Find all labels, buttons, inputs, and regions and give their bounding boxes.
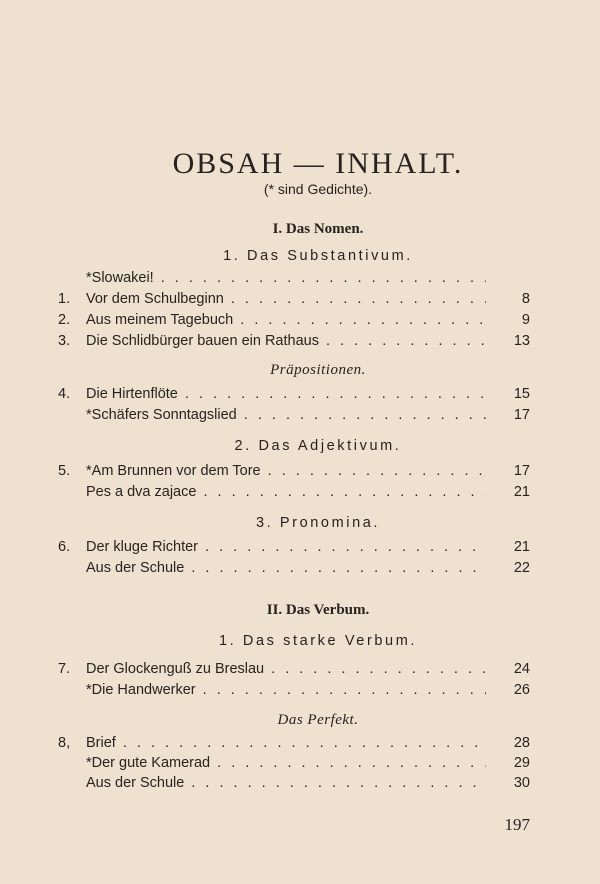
section-heading: 1. Das starke Verbum. <box>218 633 418 649</box>
entry-title: Brief . . . <box>86 733 486 753</box>
toc-entry <box>58 310 530 330</box>
section-heading: Das Perfekt. <box>277 712 359 728</box>
entry-title: Vor dem Schulbeginn . . . <box>86 289 486 309</box>
entry-page: 9 <box>521 312 530 328</box>
section-heading: Präpositionen. <box>270 362 366 378</box>
toc-entry <box>58 461 530 481</box>
toc-entry <box>58 482 530 502</box>
entry-number: 7. <box>58 661 71 677</box>
toc-entry <box>58 680 530 700</box>
entry-title: Der Glockenguß zu Breslau . . . <box>86 659 486 679</box>
toc-entry <box>58 405 530 425</box>
toc-entry <box>58 331 530 351</box>
toc-entry <box>58 289 530 309</box>
entry-page: 21 <box>513 484 530 500</box>
page-title: OBSAH — INHALT. <box>172 147 464 180</box>
toc-entry <box>58 659 530 679</box>
toc-entry <box>58 558 530 578</box>
entry-number: 2. <box>58 312 71 328</box>
entry-page: 13 <box>513 333 530 349</box>
entry-page: 21 <box>513 539 530 555</box>
entry-page: 8 <box>521 291 530 307</box>
entry-number: 5. <box>58 463 71 479</box>
toc-entry <box>58 733 530 753</box>
toc-entry <box>58 268 530 288</box>
entry-number: 8, <box>58 735 71 751</box>
entry-title: Die Hirtenflöte . . . <box>86 384 486 404</box>
section-heading: 2. Das Adjektivum. <box>234 438 402 454</box>
entry-page: 29 <box>513 755 530 771</box>
entry-title: *Der gute Kamerad . . . <box>86 753 486 773</box>
entry-page: 17 <box>513 407 530 423</box>
entry-number: 3. <box>58 333 71 349</box>
entry-page: 22 <box>513 560 530 576</box>
entry-number: 1. <box>58 291 71 307</box>
toc-entry <box>58 384 530 404</box>
page-subtitle: (* sind Gedichte). <box>263 181 373 197</box>
entry-title: Pes a dva zajace . . . <box>86 482 486 502</box>
entry-title: *Die Handwerker . . . <box>86 680 486 700</box>
entry-number: 4. <box>58 386 71 402</box>
entry-page: 15 <box>513 386 530 402</box>
entry-page: 24 <box>513 661 530 677</box>
entry-page: 28 <box>513 735 530 751</box>
entry-title: *Slowakei! . . . <box>86 268 486 288</box>
toc-entry <box>58 773 530 793</box>
section-heading: 1. Das Substantivum. <box>223 248 413 264</box>
part-heading: II. Das Verbum. <box>266 602 370 618</box>
entry-title: Aus der Schule . . . <box>86 773 486 793</box>
part-heading: I. Das Nomen. <box>272 221 364 237</box>
entry-number: 6. <box>58 539 71 555</box>
entry-title: Der kluge Richter . . . <box>86 537 486 557</box>
entry-page: 26 <box>513 682 530 698</box>
entry-title: Aus der Schule . . . <box>86 558 486 578</box>
toc-entry <box>58 537 530 557</box>
entry-page: 17 <box>513 463 530 479</box>
page-number: 197 <box>504 815 530 834</box>
entry-title: Aus meinem Tagebuch . . . <box>86 310 486 330</box>
entry-page: 30 <box>513 775 530 791</box>
entry-title: Die Schlidbürger bauen ein Rathaus . . . <box>86 331 486 351</box>
entry-title: *Schäfers Sonntagslied . . . <box>86 405 486 425</box>
section-heading: 3. Pronomina. <box>255 515 381 531</box>
toc-entry <box>58 753 530 773</box>
entry-title: *Am Brunnen vor dem Tore . . . <box>86 461 486 481</box>
